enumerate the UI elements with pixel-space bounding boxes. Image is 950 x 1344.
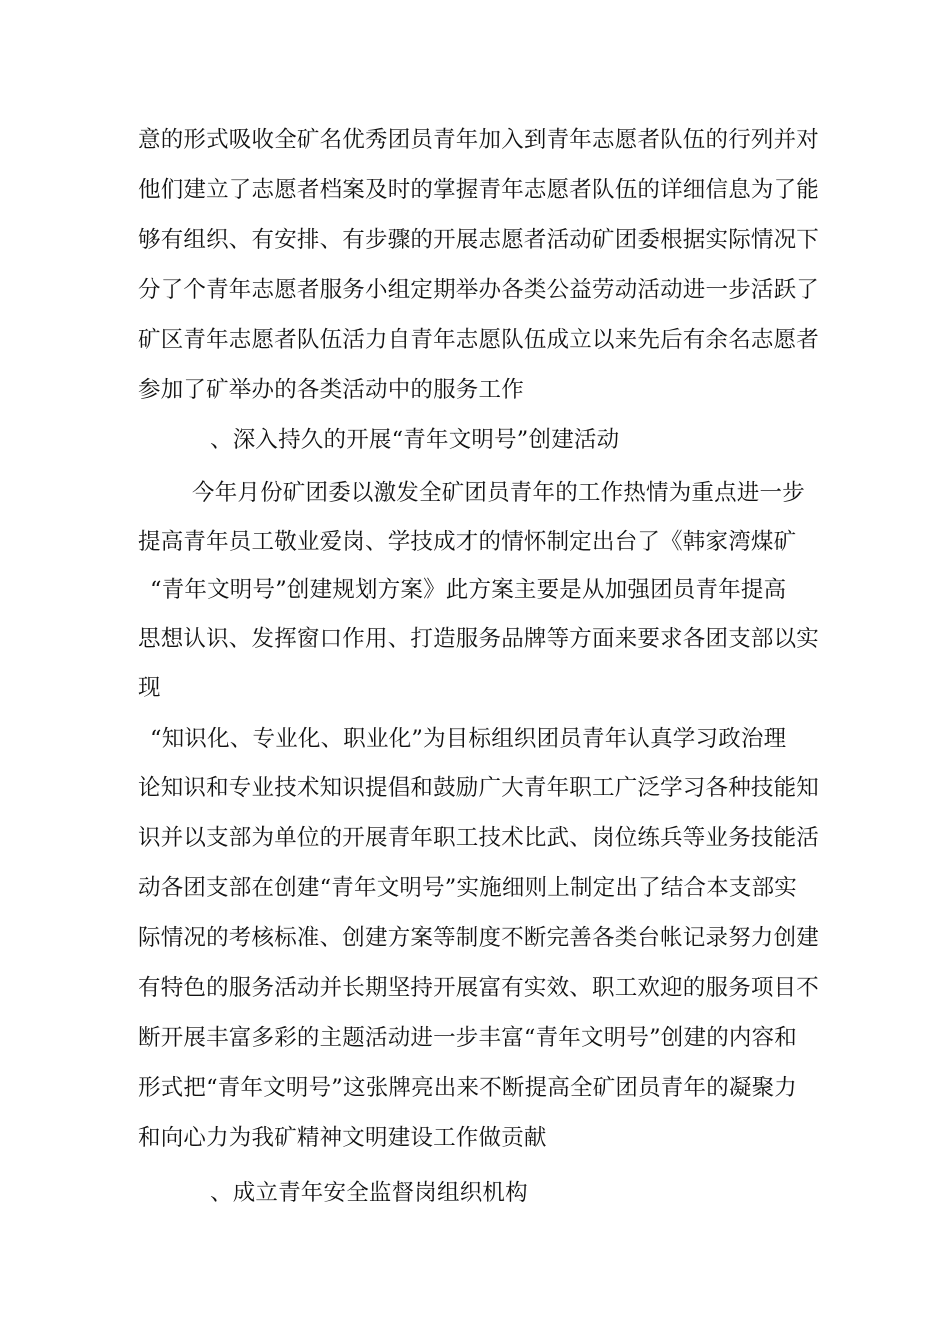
paragraph-line: 形式把“青年文明号”这张牌亮出来不断提高全矿团员青年的凝聚力 [138,1075,798,1101]
paragraph-line: 动各团支部在创建“青年文明号”实施细则上制定出了结合本支部实 [138,875,798,901]
paragraph-line: 够有组织、有安排、有步骤的开展志愿者活动矿团委根据实际情况下 [138,227,820,253]
paragraph-line: 识并以支部为单位的开展青年职工技术比武、岗位练兵等业务技能活 [138,825,820,851]
paragraph-line: 现 [138,675,161,701]
paragraph-line: 他们建立了志愿者档案及时的掌握青年志愿者队伍的详细信息为了能 [138,177,820,203]
paragraph-line: 参加了矿举办的各类活动中的服务工作 [138,377,524,403]
paragraph-line: 提高青年员工敬业爱岗、学技成才的情怀制定出台了《韩家湾煤矿 [138,529,797,555]
paragraph-line: “知识化、专业化、职业化”为目标组织团员青年认真学习政治理 [150,726,787,752]
section-heading: 、成立青年安全监督岗组织机构 [210,1180,528,1206]
paragraph-line: 今年月份矿团委以激发全矿团员青年的工作热情为重点进一步 [192,480,805,506]
paragraph-line: 矿区青年志愿者队伍活力自青年志愿队伍成立以来先后有余名志愿者 [138,327,820,353]
paragraph-line: 论知识和专业技术知识提倡和鼓励广大青年职工广泛学习各种技能知 [138,775,820,801]
paragraph-line: 断开展丰富多彩的主题活动进一步丰富“青年文明号”创建的内容和 [138,1025,798,1051]
section-heading: 、深入持久的开展“青年文明号”创建活动 [210,427,620,453]
paragraph-line: 思想认识、发挥窗口作用、打造服务品牌等方面来要求各团支部以实 [138,626,820,652]
paragraph-line: 有特色的服务活动并长期坚持开展富有实效、职工欢迎的服务项目不 [138,975,820,1001]
paragraph-line: “青年文明号”创建规划方案》此方案主要是从加强团员青年提高 [150,577,787,603]
paragraph-line: 意的形式吸收全矿名优秀团员青年加入到青年志愿者队伍的行列并对 [138,127,820,153]
paragraph-line: 际情况的考核标准、创建方案等制度不断完善各类台帐记录努力创建 [138,925,820,951]
paragraph-line: 分了个青年志愿者服务小组定期举办各类公益劳动活动进一步活跃了 [138,277,820,303]
paragraph-line: 和向心力为我矿精神文明建设工作做贡献 [138,1125,547,1151]
